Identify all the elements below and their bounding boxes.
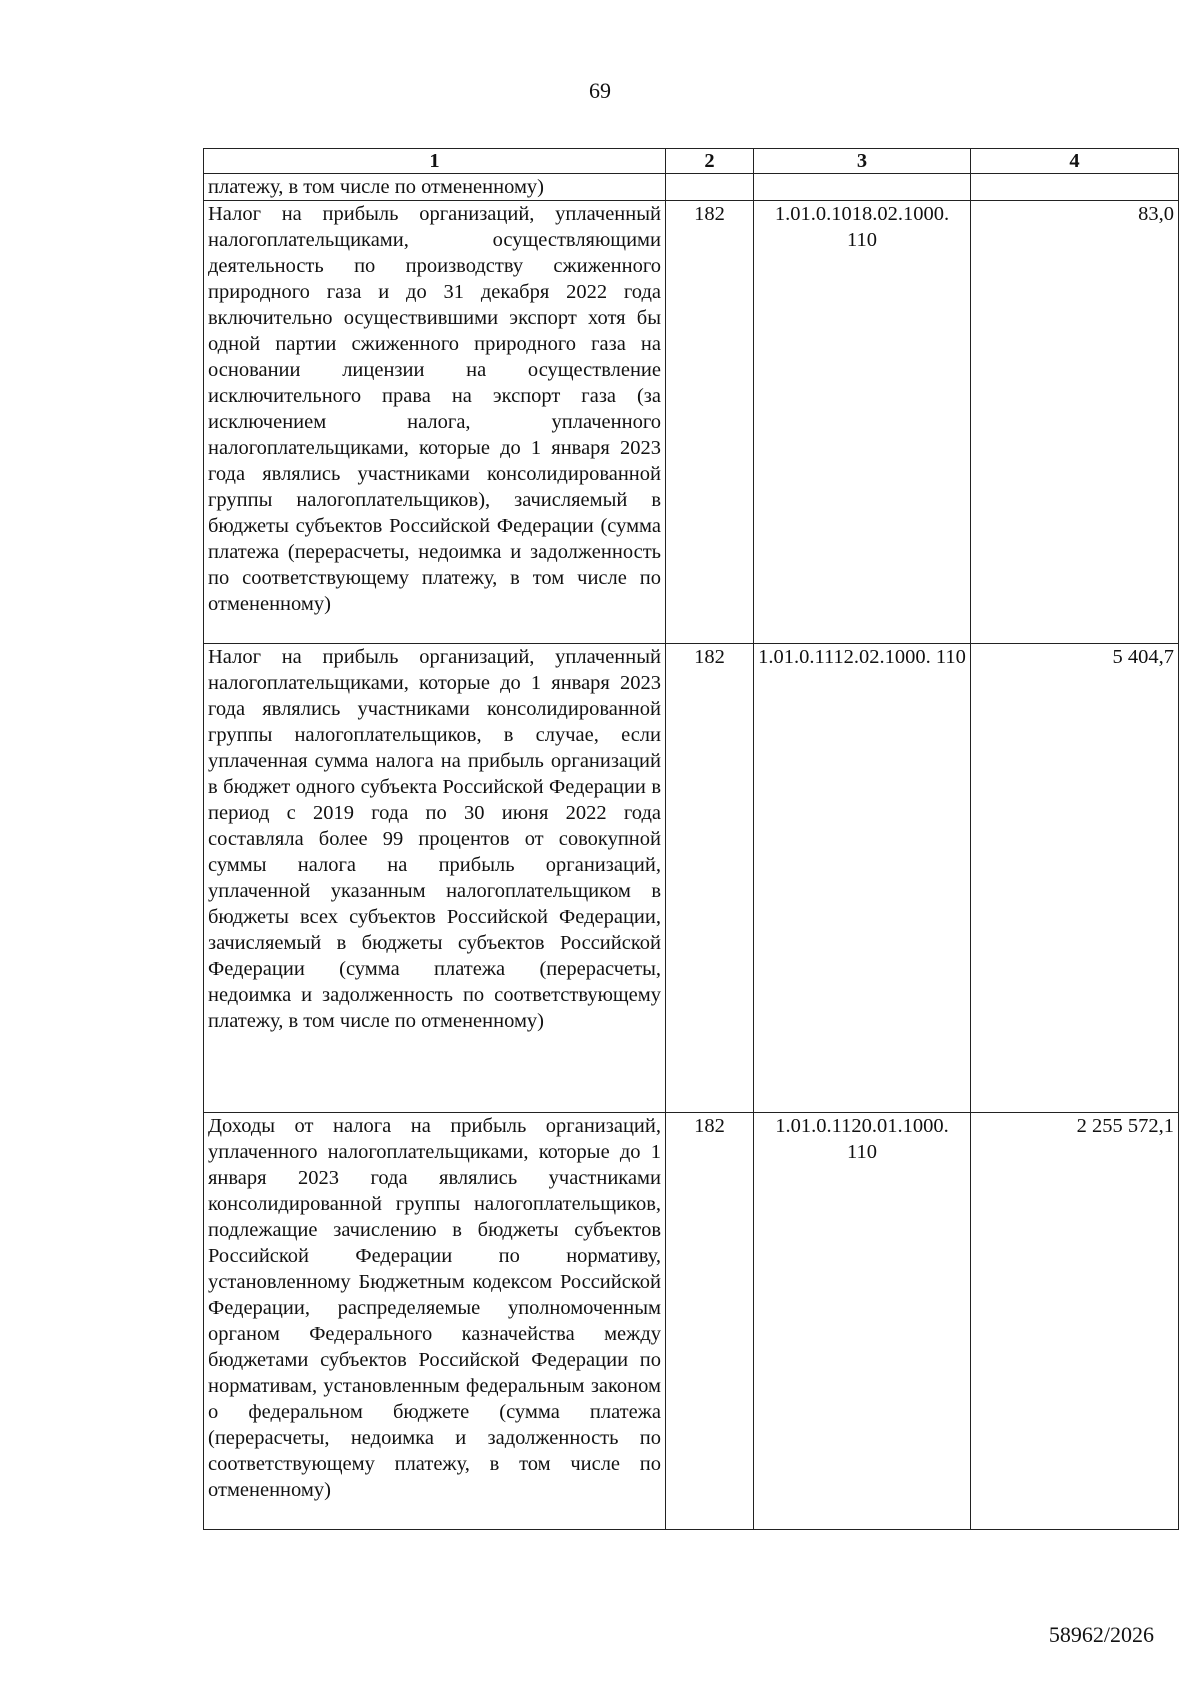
column-header-4: 4 (971, 149, 1179, 174)
table-row (204, 201, 1179, 644)
row-description: платежу, в том числе по отмененному) (204, 174, 666, 201)
column-header-3: 3 (754, 149, 971, 174)
row-admin-code: 182 (666, 644, 754, 1113)
row-admin-code (666, 174, 754, 201)
table-header-row (204, 149, 1179, 174)
row-amount: 83,0 (971, 201, 1179, 644)
row-budget-code: 1.01.0.1120.01.1000. 110 (754, 1113, 971, 1530)
row-admin-code: 182 (666, 201, 754, 644)
row-description: Налог на прибыль организаций, уплаченный налогоплательщиками, которые до 1 января 2023 года являлись участниками консолидированной группы налогоплательщиков, в случае, если уплаченная сумма налога на прибыль организаций в бюджет одного субъекта Российской Федерации в период с 2019 года по 30 июня 2022 года составляла более 99 процентов от совокупной суммы налога на прибыль организаций, уплаченной указанным налогоплательщиком в бюджеты всех субъектов Российской Федерации, зачисляемый в бюджеты субъектов Российской Федерации (сумма платежа (перерасчеты, недоимка и задолженность по соответствующему платежу, в том числе по отмененному) (204, 644, 666, 1113)
row-budget-code: 1.01.0.1018.02.1000. 110 (754, 201, 971, 644)
table-row (204, 174, 1179, 201)
row-admin-code: 182 (666, 1113, 754, 1530)
row-amount (971, 174, 1179, 201)
column-header-1: 1 (204, 149, 666, 174)
row-description: Доходы от налога на прибыль организаций, уплаченного налогоплательщиками, которые до 1 января 2023 года являлись участниками консолидированной группы налогоплательщиков, подлежащие зачислению в бюджеты субъектов Российской Федерации по нормативу, установленному Бюджетным кодексом Российской Федерации, распределяемые уполномоченным органом Федерального казначейства между бюджетами субъектов Российской Федерации по нормативам, установленным федеральным законом о федеральном бюджете (сумма платежа (перерасчеты, недоимка и задолженность по соответствующему платежу, в том числе по отмененному) (204, 1113, 666, 1530)
row-amount: 5 404,7 (971, 644, 1179, 1113)
column-header-2: 2 (666, 149, 754, 174)
document-number: 58962/2026 (1048, 1622, 1154, 1647)
table-row (204, 644, 1179, 1113)
revenue-table (203, 148, 1179, 1530)
row-budget-code: 1.01.0.1112.02.1000. 110 (754, 644, 971, 1113)
row-budget-code (754, 174, 971, 201)
page-number: 69 (589, 78, 611, 103)
table-row (204, 1113, 1179, 1530)
row-description: Налог на прибыль организаций, уплаченный налогоплательщиками, осуществляющими деятельность по производству сжиженного природного газа и до 31 декабря 2022 года включительно осуществившими экспорт хотя бы одной партии сжиженного природного газа на основании лицензии на осуществление исключительного права на экспорт газа (за исключением налога, уплаченного налогоплательщиками, которые до 1 января 2023 года являлись участниками консолидированной группы налогоплательщиков), зачисляемый в бюджеты субъектов Российской Федерации (сумма платежа (перерасчеты, недоимка и задолженность по соответствующему платежу, в том числе по отмененному) (204, 201, 666, 644)
row-amount: 2 255 572,1 (971, 1113, 1179, 1530)
